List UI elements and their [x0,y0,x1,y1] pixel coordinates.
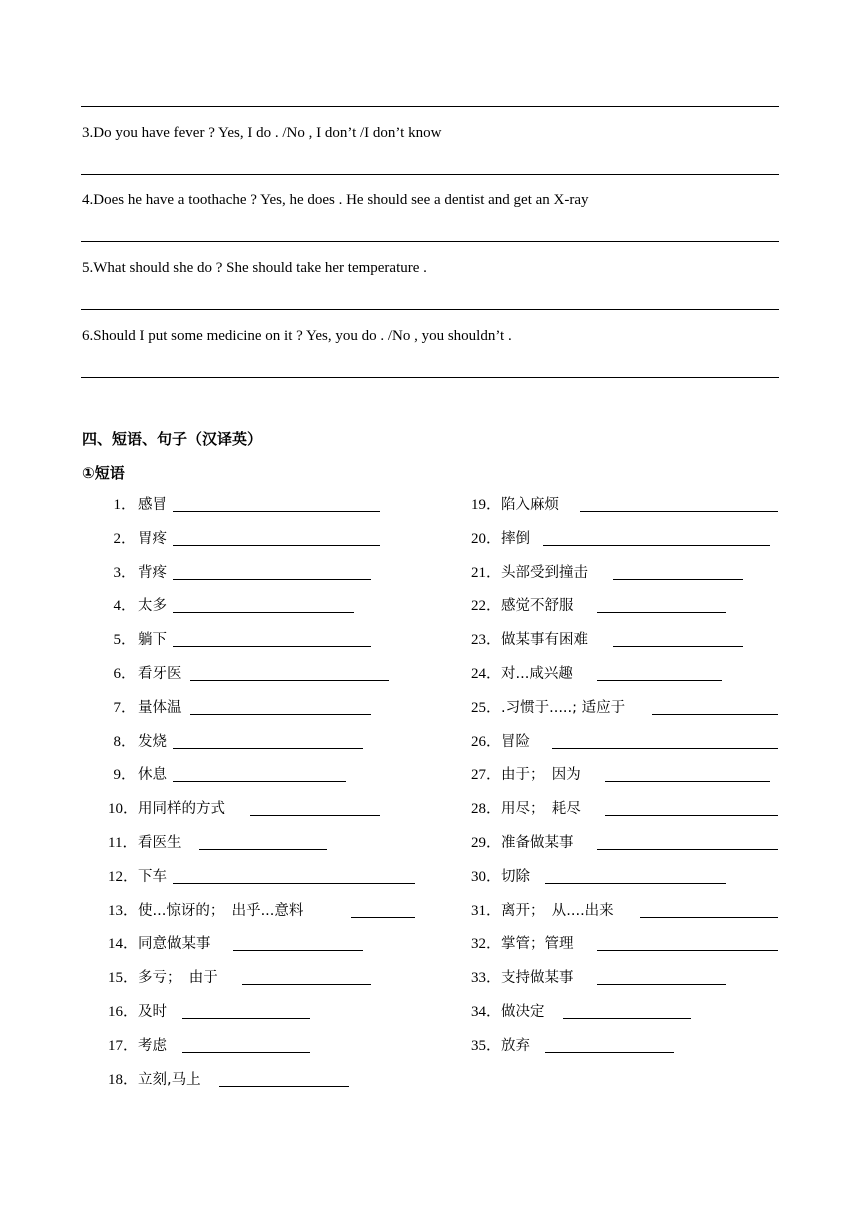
right-phrase-item [471,731,860,753]
item-number: 30． [471,868,502,885]
sentence-4: 4.Does he have a toothache ? Yes, he does . He should see a dentist and get an X-ray [82,192,589,208]
answer-blank[interactable] [563,1018,691,1019]
answer-blank[interactable] [182,1052,310,1053]
answer-blank[interactable] [652,714,778,715]
answer-line [81,241,779,242]
answer-blank[interactable] [552,748,778,749]
answer-blank[interactable] [640,917,778,918]
item-number: 21． [471,564,502,581]
item-number: 19． [471,497,502,513]
answer-blank[interactable] [605,815,778,816]
item-label: 支持做某事 [501,970,574,987]
sentence-5: 5.What should she do ? She should take her temperature . [82,260,427,276]
answer-blank[interactable] [233,950,363,951]
item-label: 发烧 [138,733,167,750]
answer-blank[interactable] [173,579,371,580]
item-number: 15． [108,970,139,987]
item-number: 13． [108,902,139,919]
answer-line [81,309,779,310]
item-number: 17． [108,1037,139,1054]
item-label: 冒险 [501,733,530,750]
item-number: 28． [471,801,502,818]
left-phrase-item [108,562,508,584]
sentence-3: 3.Do you have fever ? Yes, I do . /No , I don’t /I don’t know [82,125,442,141]
item-label: 胃疼 [138,530,167,547]
sentence-6: 6.Should I put some medicine on it ? Yes, you do . /No , you shouldn’t . [82,328,512,344]
left-phrase-item [108,798,508,820]
left-phrase-item [108,1035,508,1057]
left-phrase-item [108,1069,508,1091]
item-label: 多亏； 由于 [138,970,218,987]
item-number: 22． [471,598,502,615]
item-label: 感冒 [138,497,167,513]
left-phrase-item [108,866,508,888]
item-label: 躺下 [138,632,167,649]
answer-blank[interactable] [173,748,363,749]
answer-blank[interactable] [173,883,415,884]
item-label: 立刻,马上 [138,1071,201,1088]
section-heading: 四、短语、句子（汉译英） [82,430,263,448]
left-phrase-item [108,967,508,989]
item-number: 8． [113,733,136,750]
item-number: 3． [113,564,136,581]
answer-blank[interactable] [190,714,371,715]
answer-blank[interactable] [190,680,389,681]
right-phrase-item [471,528,860,550]
right-phrase-item [471,764,860,786]
answer-blank[interactable] [597,612,726,613]
answer-blank[interactable] [580,511,778,512]
right-phrase-item [471,933,860,955]
answer-blank[interactable] [605,781,770,782]
item-number: 31． [471,902,502,919]
item-number: 6． [113,666,136,682]
item-number: 1． [113,497,136,513]
left-phrase-item [108,595,508,617]
item-label: .习惯于.....; 适应于 [501,699,626,716]
item-label: 离开； 从....出来 [501,902,614,919]
right-phrase-item [471,697,860,719]
item-label: 休息 [138,767,167,784]
left-phrase-item [108,764,508,786]
item-label: 及时 [138,1004,167,1020]
answer-blank[interactable] [597,849,778,850]
answer-line [81,106,779,107]
item-number: 25． [471,699,502,716]
item-number: 18． [108,1071,139,1088]
left-phrase-item [108,832,508,854]
item-number: 12． [108,868,139,885]
answer-blank[interactable] [613,579,743,580]
item-label: 用同样的方式 [138,801,225,818]
item-label: 看牙医 [138,666,182,682]
item-label: 用尽； 耗尽 [501,801,581,818]
answer-blank[interactable] [597,984,726,985]
answer-line [81,377,779,378]
item-number: 24． [471,666,502,682]
answer-blank[interactable] [543,545,770,546]
item-number: 16． [108,1004,139,1020]
item-number: 2． [113,530,136,547]
item-number: 33． [471,970,502,987]
item-label: 头部受到撞击 [501,564,588,581]
item-label: 放弃 [501,1037,530,1054]
right-phrase-item [471,629,860,651]
left-phrase-item [108,900,508,922]
answer-blank[interactable] [597,950,778,951]
left-phrase-item [108,697,508,719]
left-phrase-item [108,663,508,685]
item-label: 对...咸兴趣 [501,666,573,682]
item-number: 29． [471,835,502,851]
answer-line [81,174,779,175]
item-number: 27． [471,767,502,784]
item-number: 7． [113,699,136,716]
item-number: 35． [471,1037,502,1054]
answer-blank[interactable] [250,815,380,816]
item-label: 使...惊讶的； 出乎...意料 [138,902,304,919]
right-phrase-item [471,663,860,685]
answer-blank[interactable] [173,545,380,546]
answer-blank[interactable] [173,646,371,647]
right-phrase-item [471,1001,860,1023]
item-label: 考虑 [138,1037,167,1054]
item-label: 做决定 [501,1004,545,1020]
item-label: 由于； 因为 [501,767,581,784]
item-label: 量体温 [138,699,182,716]
left-phrase-item [108,1001,508,1023]
answer-blank[interactable] [199,849,327,850]
item-number: 4． [113,598,136,615]
right-phrase-item [471,900,860,922]
item-label: 背疼 [138,564,167,581]
answer-blank[interactable] [219,1086,349,1087]
item-number: 20． [471,530,502,547]
answer-blank[interactable] [173,511,380,512]
item-label: 做某事有困难 [501,632,588,649]
answer-blank[interactable] [173,612,354,613]
item-label: 掌管；管理 [501,936,574,953]
left-phrase-item [108,629,508,651]
left-phrase-item [108,933,508,955]
item-label: 下车 [138,868,167,885]
item-label: 太多 [138,598,167,615]
item-number: 34． [471,1004,502,1020]
item-label: 陷入麻烦 [501,497,559,513]
left-phrase-item [108,494,508,516]
right-phrase-item [471,494,860,516]
right-phrase-item [471,967,860,989]
item-label: 感觉不舒服 [501,598,574,615]
answer-blank[interactable] [597,680,722,681]
left-phrase-item [108,731,508,753]
answer-blank[interactable] [351,917,415,918]
item-label: 准备做某事 [501,835,574,851]
subsection-heading: ①短语 [82,464,125,482]
answer-blank[interactable] [173,781,346,782]
answer-blank[interactable] [182,1018,310,1019]
item-label: 切除 [501,868,530,885]
item-number: 23． [471,632,502,649]
right-phrase-item [471,595,860,617]
item-number: 14． [108,936,139,953]
answer-blank[interactable] [613,646,743,647]
right-phrase-item [471,866,860,888]
right-phrase-item [471,832,860,854]
item-number: 11． [108,835,138,851]
right-phrase-item [471,1035,860,1057]
item-number: 9． [113,767,136,784]
item-number: 32． [471,936,502,953]
answer-blank[interactable] [242,984,371,985]
item-number: 10． [108,801,139,818]
item-label: 看医生 [138,835,182,851]
answer-blank[interactable] [545,1052,674,1053]
left-phrase-item [108,528,508,550]
item-label: 摔倒 [501,530,530,547]
item-number: 26． [471,733,502,750]
answer-blank[interactable] [545,883,726,884]
right-phrase-item [471,798,860,820]
item-number: 5． [113,632,136,649]
item-label: 同意做某事 [138,936,211,953]
right-phrase-item [471,562,860,584]
